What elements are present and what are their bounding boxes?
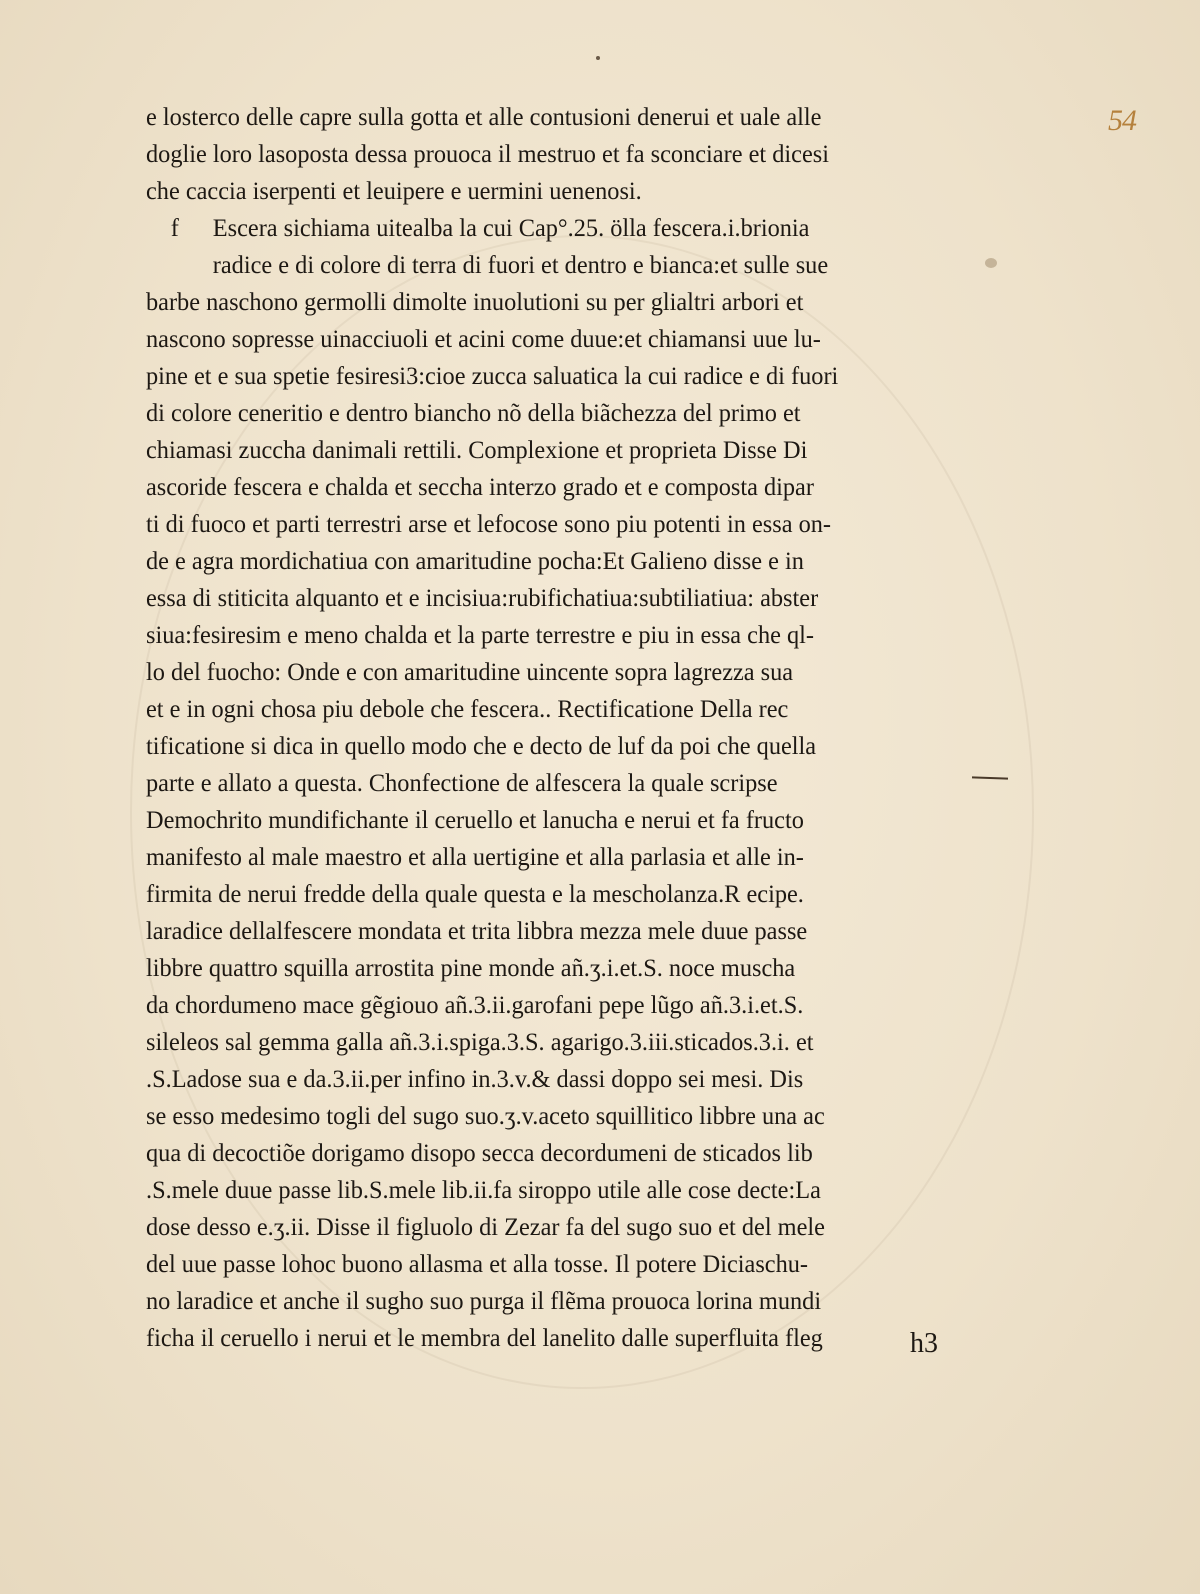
text-block	[146, 98, 1016, 1356]
text-line: pine et e sua spetie fesiresi3:cioe zucca saluatica la cui radice e di fuori	[146, 361, 839, 390]
text-line: manifesto al male maestro et alla uertigine et alla parlasia et alle in-	[146, 842, 804, 871]
text-line: e losterco delle capre sulla gotta et alle contusioni denerui et uale alle	[146, 102, 822, 131]
text-line: qua di decoctiõe dorigamo disopo secca decordumeni de sticados lib	[146, 1138, 813, 1167]
text-line: Demochrito mundifichante il ceruello et lanucha e nerui et fa fructo	[146, 805, 804, 834]
text-line: .S.mele duue passe lib.S.mele lib.ii.fa siroppo utile alle cose decte:La	[146, 1175, 821, 1204]
text-line: no laradice et anche il sugho suo purga il flẽma prouoca lorina mundi	[146, 1286, 822, 1315]
text-line: chiamasi zuccha danimali rettili. Complexione et proprieta Disse Di	[146, 435, 808, 464]
text-line: firmita de nerui fredde della quale questa e la mescholanza.R ecipe.	[146, 879, 804, 908]
text-line: doglie loro lasoposta dessa prouoca il mestruo et fa sconciare et dicesi	[146, 139, 829, 168]
text-line: Escera sichiama uitealba la cui Cap°.25. ölla fescera.i.brionia	[212, 213, 810, 242]
text-line: ascoride fescera e chalda et seccha interzo grado et e composta dipar	[146, 472, 814, 501]
text-line: lo del fuocho: Onde e con amaritudine uincente sopra lagrezza sua	[146, 657, 794, 686]
text-line: nascono sopresse uinacciuoli et acini come duue:et chiamansi uue lu-	[146, 324, 821, 353]
text-line: barbe naschono germolli dimolte inuolutioni su per glialtri arbori et	[146, 287, 804, 316]
text-line: che caccia iserpenti et leuipere e uermini uenenosi.	[146, 176, 642, 205]
text-line: laradice dellalfescere mondata et trita libbra mezza mele duue passe	[146, 916, 808, 945]
text-line: parte e allato a questa. Chonfectione de alfescera la quale scripse	[146, 768, 778, 797]
text-line: .S.Ladose sua e da.3.ii.per infino in.3.v.& dassi doppo sei mesi. Dis	[146, 1064, 804, 1093]
text-line: del uue passe lohoc buono allasma et alla tosse. Il potere Diciaschu-	[146, 1249, 809, 1278]
text-line: sileleos sal gemma galla añ.3.i.spiga.3.S. agarigo.3.iii.sticados.3.i. et	[146, 1027, 814, 1056]
folio-number: 54	[1108, 104, 1136, 137]
text-line: libbre quattro squilla arrostita pine monde añ.ʒ.i.et.S. noce muscha	[146, 953, 796, 982]
text-line: di colore ceneritio e dentro biancho nõ della biãchezza del primo et	[146, 398, 801, 427]
text-line: se esso medesimo togli del sugo suo.ʒ.v.aceto squillitico libbre una ac	[146, 1101, 825, 1130]
text-line: ficha il ceruello i nerui et le membra del lanelito dalle superfluita fleg	[146, 1323, 823, 1352]
text-line: siua:fesiresim e meno chalda et la parte terrestre e piu in essa che ql-	[146, 620, 815, 649]
signature-mark: h3	[910, 1328, 938, 1359]
text-line: tificatione si dica in quello modo che e decto de luf da poi che quella	[146, 731, 817, 760]
initial-letter: f	[170, 213, 179, 242]
chapter-start-line	[146, 209, 976, 246]
paper-speck	[596, 56, 600, 60]
text-line: radice e di colore di terra di fuori et dentro e bianca:et sulle sue	[212, 250, 829, 279]
text-line: da chordumeno mace gẽgiouo añ.3.ii.garofani pepe lũgo añ.3.i.et.S.	[146, 990, 804, 1019]
text-line: de e agra mordichatiua con amaritudine pocha:Et Galieno disse e in	[146, 546, 804, 575]
text-line: et e in ogni chosa piu debole che fescera.. Rectificatione Della rec	[146, 694, 789, 723]
text-line: ti di fuoco et parti terrestri arse et lefocose sono piu potenti in essa on-	[146, 509, 832, 538]
text-line: dose desso e.ʒ.ii. Disse il figluolo di Zezar fa del sugo suo et del mele	[146, 1212, 825, 1241]
text-line: essa di stiticita alquanto et e incisiua:rubifichatiua:subtiliatiua: abster	[146, 583, 819, 612]
